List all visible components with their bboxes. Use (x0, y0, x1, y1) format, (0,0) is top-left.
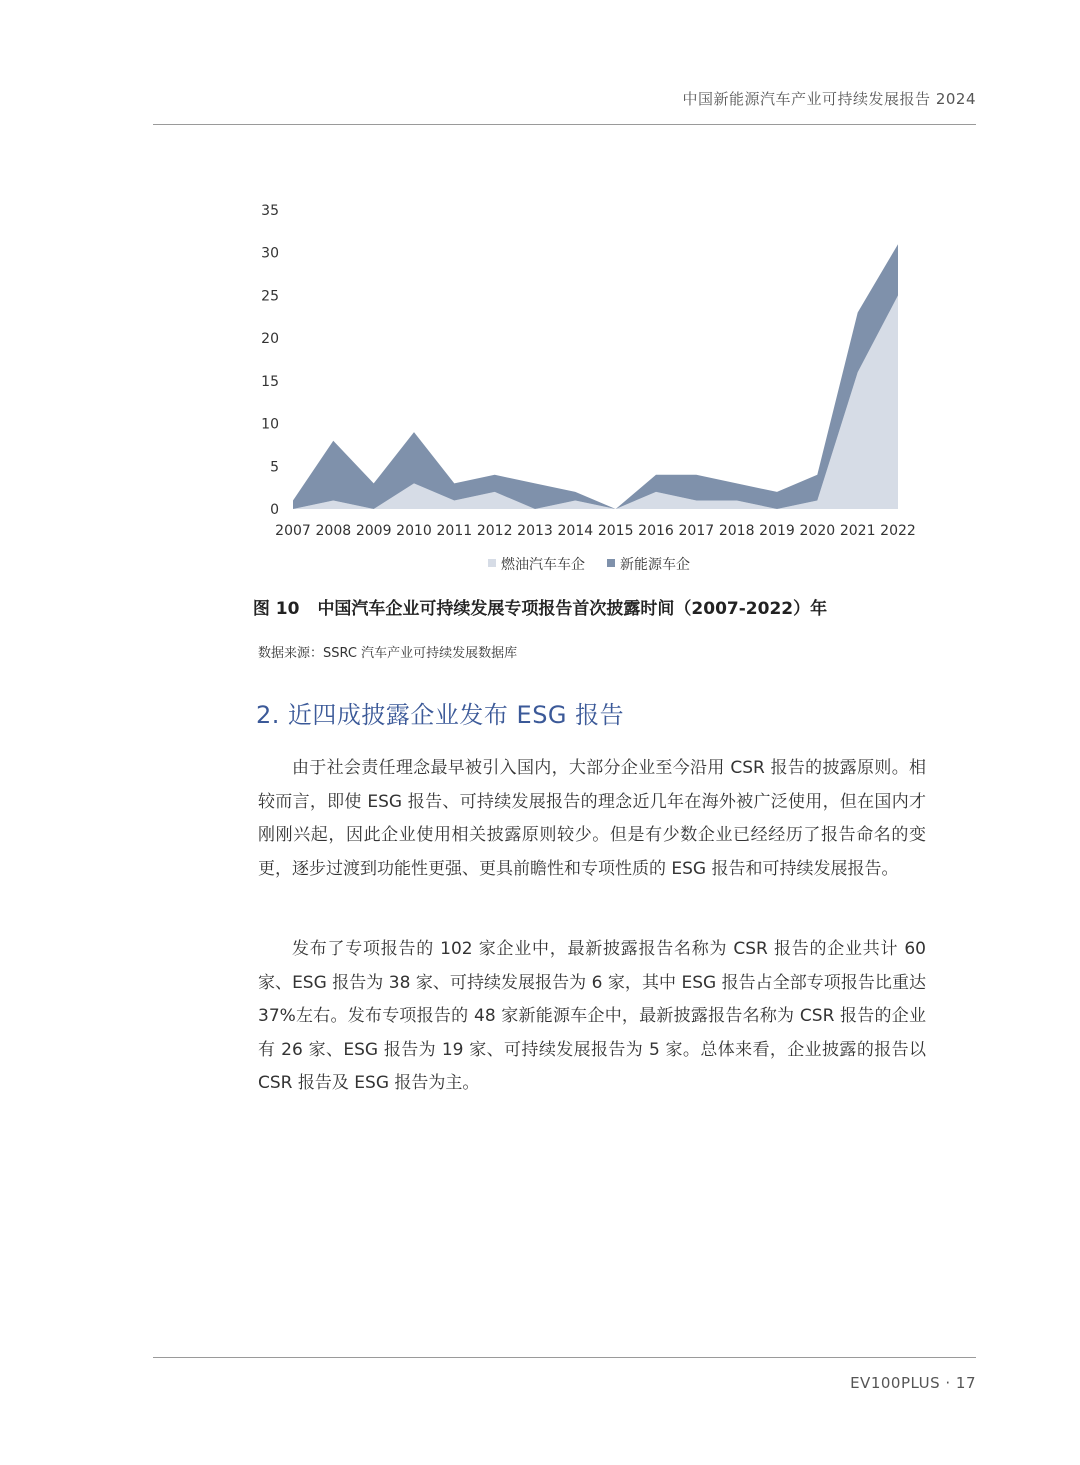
y-tick-label: 10 (261, 416, 279, 433)
legend-label: 新能源车企 (620, 557, 690, 573)
stacked-area-chart (240, 185, 940, 585)
running-header-title: 中国新能源汽车产业可持续发展报告 2024 (682, 90, 976, 108)
x-tick-label: 2022 (880, 523, 916, 539)
paragraph-text: 由于社会责任理念最早被引入国内，大部分企业至今沿用 CSR 报告的披露原则。相较而言，即使 ESG 报告、可持续发展报告的理念近几年在海外被广泛使用，但在国内才刚刚兴起，因此企业使用相关披露原则较少。但是有少数企业已经经历了报告命名的变更，逐步过渡到功能性更强、更具前瞻性和专项性质的 ESG 报告和可持续发展报告。 (258, 758, 926, 879)
y-tick-label: 5 (270, 459, 279, 476)
figure-title: 中国汽车企业可持续发展专项报告首次披露时间（2007-2022）年 (317, 599, 828, 619)
y-tick-label: 0 (270, 502, 279, 518)
series-area-2 (293, 244, 898, 509)
body-paragraph-1 (258, 752, 926, 886)
section-number: 2. (256, 701, 280, 729)
y-tick-label: 25 (261, 288, 279, 305)
body-paragraph-2 (258, 933, 926, 1101)
x-tick-label: 2015 (597, 523, 634, 539)
figure-caption (0, 594, 1080, 619)
x-tick-label: 2009 (355, 523, 392, 539)
section-title: 近四成披露企业发布 ESG 报告 (287, 701, 625, 729)
x-tick-label: 2007 (275, 523, 311, 539)
footer-divider (153, 1357, 976, 1358)
x-tick-label: 2021 (839, 523, 876, 539)
x-tick-label: 2012 (476, 523, 513, 539)
page-footer: EV100PLUS · 17 (850, 1374, 976, 1392)
y-tick-label: 20 (261, 331, 279, 348)
x-tick-label: 2014 (557, 523, 594, 539)
y-tick-label: 15 (261, 373, 279, 390)
section-heading (256, 695, 624, 730)
data-source-note: 数据来源：SSRC 汽车产业可持续发展数据库 (258, 646, 518, 661)
x-tick-label: 2019 (759, 523, 795, 539)
x-tick-label: 2016 (638, 523, 674, 539)
y-tick-label: 30 (261, 245, 279, 262)
x-tick-label: 2017 (678, 523, 715, 539)
y-tick-label: 35 (261, 203, 279, 219)
x-tick-label: 2018 (718, 523, 755, 539)
header-divider (153, 124, 976, 125)
legend-label: 燃油汽车车企 (501, 557, 585, 573)
legend-swatch (607, 559, 615, 567)
x-tick-label: 2020 (799, 523, 836, 539)
paragraph-text: 发布了专项报告的 102 家企业中，最新披露报告名称为 CSR 报告的企业共计 60 家、ESG 报告为 38 家、可持续发展报告为 6 家，其中 ESG 报告占全部专项报告比重达 37%左右。发布专项报告的 48 家新能源车企中，最新披露报告名称为 CSR 报告的企业有 26 家、ESG 报告为 19 家、可持续发展报告为 5 家。总体来看，企业披露的报告以 CSR 报告及 ESG 报告为主。 (258, 939, 926, 1093)
x-tick-label: 2010 (396, 523, 432, 539)
figure-number: 图 10 (252, 599, 300, 619)
legend-swatch (488, 559, 496, 567)
x-tick-label: 2013 (517, 523, 553, 539)
x-tick-label: 2008 (315, 523, 352, 539)
x-tick-label: 2011 (436, 523, 473, 539)
